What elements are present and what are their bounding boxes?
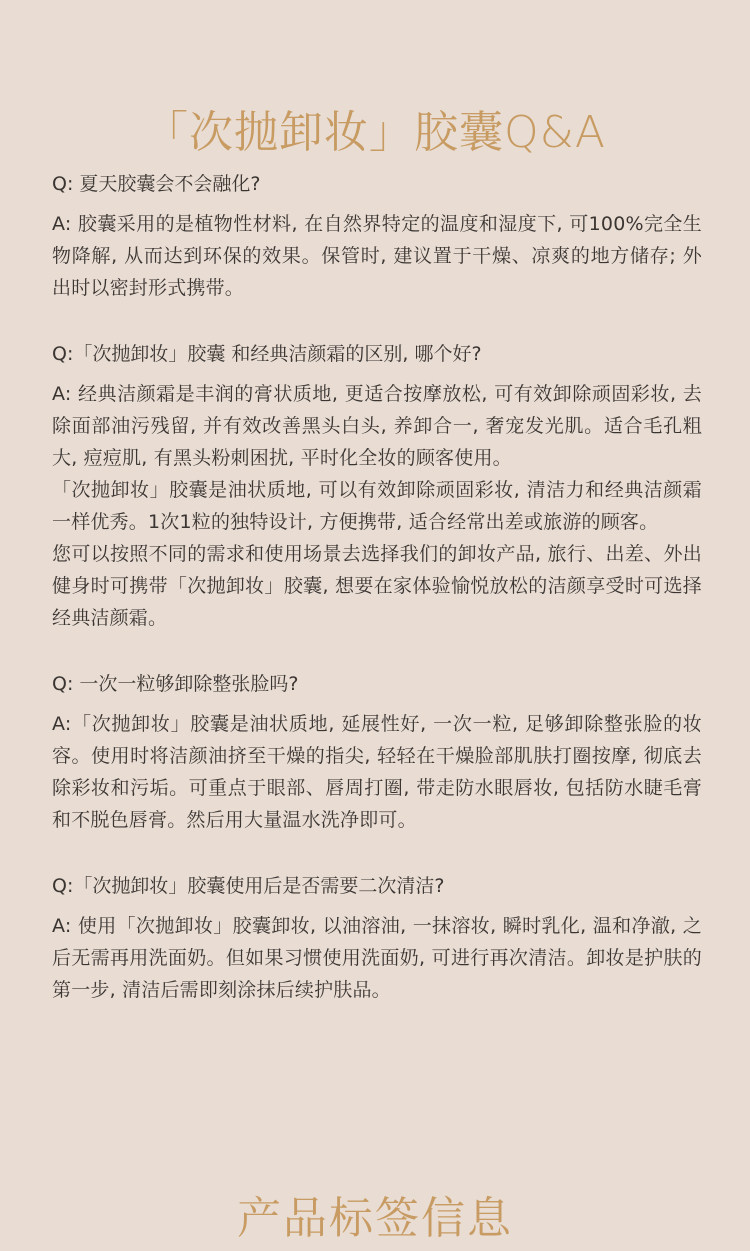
answer-1-paragraph-1: A: 胶囊采用的是植物性材料, 在自然界特定的温度和湿度下, 可100%完全生物降解, 从而达到环保的效果。保管时, 建议置于干燥、凉爽的地方储存; 外出时以密封形式携带。	[52, 213, 702, 299]
qa-item-4	[52, 870, 702, 1006]
answer-2-paragraph-1: A: 经典洁颜霜是丰润的膏状质地, 更适合按摩放松, 可有效卸除顽固彩妆, 去除面部油污残留, 并有效改善黑头白头, 养卸合一, 奢宠发光肌。适合毛孔粗大, 痘痘肌, 有黑头粉刺困扰, 平时化全妆的顾客使用。	[52, 383, 702, 469]
qa-item-1	[52, 168, 702, 304]
question-4: Q:「次抛卸妆」胶囊使用后是否需要二次清洁?	[52, 875, 445, 897]
qa-item-2	[52, 338, 702, 634]
answer-2	[52, 378, 702, 634]
answer-2-paragraph-2: 「次抛卸妆」胶囊是油状质地, 可以有效卸除顽固彩妆, 清洁力和经典洁颜霜一样优秀。1次1粒的独特设计, 方便携带, 适合经常出差或旅游的顾客。	[52, 479, 702, 533]
answer-2-paragraph-3: 您可以按照不同的需求和使用场景去选择我们的卸妆产品, 旅行、出差、外出健身时可携带「次抛卸妆」胶囊, 想要在家体验愉悦放松的洁颜享受时可选择经典洁颜霜。	[52, 543, 702, 629]
answer-1	[52, 208, 702, 304]
qa-item-3	[52, 668, 702, 836]
answer-3-paragraph-1: A:「次抛卸妆」胶囊是油状质地, 延展性好, 一次一粒, 足够卸除整张脸的妆容。使用时将洁颜油挤至干燥的指尖, 轻轻在干燥脸部肌肤打圈按摩, 彻底去除彩妆和污垢。可重点于眼部、唇周打圈, 带走防水眼唇妆, 包括防水睫毛膏和不脱色唇膏。然后用大量温水洗净即可。	[52, 713, 702, 831]
question-2: Q:「次抛卸妆」胶囊 和经典洁颜霜的区别, 哪个好?	[52, 343, 482, 365]
answer-3	[52, 708, 702, 836]
page-title: 「次抛卸妆」胶囊Q&A	[143, 107, 607, 159]
question-3: Q: 一次一粒够卸除整张脸吗?	[52, 673, 299, 695]
section-title-product-label-info: 产品标签信息	[237, 1192, 513, 1244]
answer-4-paragraph-1: A: 使用「次抛卸妆」胶囊卸妆, 以油溶油, 一抹溶妆, 瞬时乳化, 温和净澈, 之后无需再用洗面奶。但如果习惯使用洗面奶, 可进行再次清洁。卸妆是护肤的第一步, 清洁后需即刻涂抹后续护肤品。	[52, 915, 702, 1001]
qa-list	[52, 168, 702, 1040]
question-1: Q: 夏天胶囊会不会融化?	[52, 173, 261, 195]
answer-4	[52, 910, 702, 1006]
